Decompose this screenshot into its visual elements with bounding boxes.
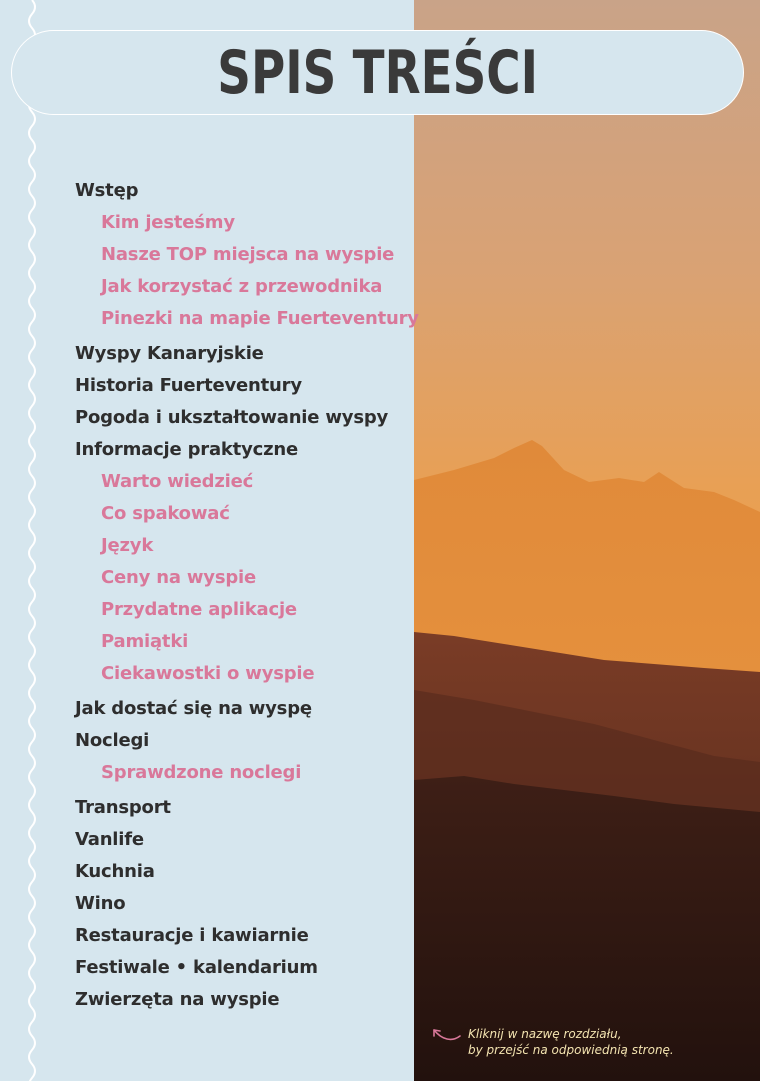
toc-chapter-link[interactable]: Festiwale • kalendarium [75, 957, 318, 978]
toc-chapter-link[interactable]: Wyspy Kanaryjskie [75, 343, 264, 364]
toc-chapter-link[interactable]: Kuchnia [75, 861, 155, 882]
toc-chapter-link[interactable]: Zwierzęta na wyspie [75, 989, 280, 1010]
sunset-mountain-photo [414, 0, 760, 1081]
curved-arrow-icon [430, 1026, 464, 1046]
toc-chapter-link[interactable]: Vanlife [75, 829, 144, 850]
toc-chapter-link[interactable]: Informacje praktyczne [75, 439, 298, 460]
toc-chapter-link[interactable]: Wino [75, 893, 126, 914]
toc-subchapter-link[interactable]: Kim jesteśmy [101, 212, 235, 233]
toc-chapter-link[interactable]: Historia Fuerteventury [75, 375, 302, 396]
click-hint [430, 1026, 750, 1058]
toc-subchapter-link[interactable]: Warto wiedzieć [101, 471, 254, 492]
title-pill [11, 30, 744, 115]
wavy-edge-decoration [22, 0, 42, 1081]
hint-text [468, 1026, 674, 1058]
toc-subchapter-link[interactable]: Co spakować [101, 503, 230, 524]
toc-chapter-link[interactable]: Restauracje i kawiarnie [75, 925, 309, 946]
toc-subchapter-link[interactable]: Pamiątki [101, 631, 189, 652]
page-title: SPIS TREŚCI [217, 37, 538, 108]
toc-subchapter-link[interactable]: Ceny na wyspie [101, 567, 256, 588]
toc-subchapter-link[interactable]: Pinezki na mapie Fuerteventury [101, 308, 419, 329]
toc-subchapter-link[interactable]: Przydatne aplikacje [101, 599, 297, 620]
hint-line-1: Kliknij w nazwę rozdziału, [468, 1027, 622, 1041]
hint-line-2: by przejść na odpowiednią stronę. [468, 1043, 674, 1057]
toc-subchapter-link[interactable]: Nasze TOP miejsca na wyspie [101, 244, 395, 265]
toc-chapter-link[interactable]: Noclegi [75, 730, 150, 751]
toc-subchapter-link[interactable]: Sprawdzone noclegi [101, 762, 302, 783]
toc-subchapter-link[interactable]: Język [101, 535, 154, 556]
toc-chapter-link[interactable]: Wstęp [75, 180, 139, 201]
toc-chapter-link[interactable]: Jak dostać się na wyspę [75, 698, 312, 719]
toc-subchapter-link[interactable]: Ciekawostki o wyspie [101, 663, 315, 684]
toc-chapter-link[interactable]: Transport [75, 797, 171, 818]
toc-subchapter-link[interactable]: Jak korzystać z przewodnika [101, 276, 383, 297]
table-of-contents [75, 175, 419, 1016]
toc-chapter-link[interactable]: Pogoda i ukształtowanie wyspy [75, 407, 389, 428]
